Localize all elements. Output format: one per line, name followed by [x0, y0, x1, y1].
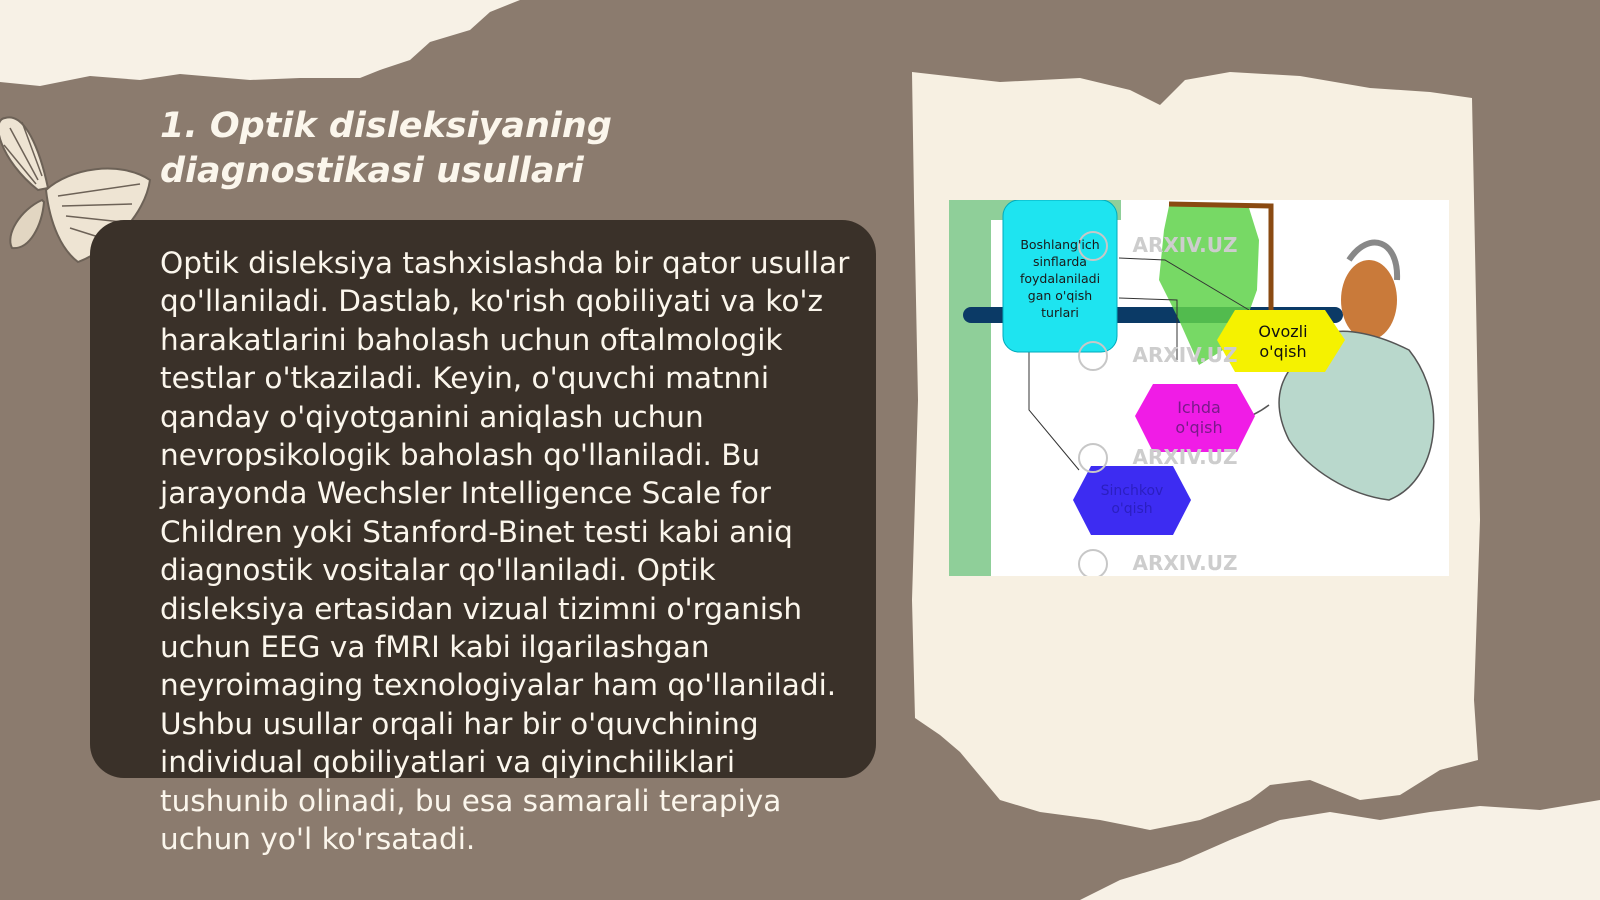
watermark: ARXIV.UZ — [1132, 233, 1238, 257]
reading-types-diagram — [949, 200, 1449, 576]
hex-sinchkov-label: Sinchkov o'qish — [1100, 483, 1164, 517]
box-reading-types-label: Boshlang'ich sinflarda foydalaniladi gan o'qish turlari — [1019, 237, 1101, 320]
torn-paper-top-left — [0, 0, 520, 86]
body-paragraph: Optik disleksiya tashxislashda bir qator usullar qo'llaniladi. Dastlab, ko'rish qobiliyati va ko'z harakatlarini baholash uchun oftalmologik testlar o'tkaziladi. Keyin, o'quvchi matnni qanday o'qiyotganini aniqlash uchun nevropsikologik baholash qo'llaniladi. Bu jarayonda Wechsler Intelligence Scale for Children yoki Stanford-Binet testi kabi aniq diagnostik vositalar qo'llaniladi. Optik disleksiya ertasidan vizual tizimni o'rganish uchun EEG va fMRI kabi ilgarilashgan neyroimaging texnologiyalar ham qo'llaniladi. Ushbu usullar orqali har bir o'quvchining individual qobiliyatlari va qiyinchiliklari tushunib olinadi, bu esa samarali terapiya uchun yo'l ko'rsatadi. — [160, 246, 850, 857]
hex-ichda-label: Ichda o'qish — [1175, 398, 1223, 437]
watermark: ARXIV.UZ — [1132, 445, 1238, 469]
slide-title: 1. Optik disleksiyaning diagnostikasi usullari — [160, 106, 612, 191]
watermark: ARXIV.UZ — [1132, 551, 1238, 575]
watermark: ARXIV.UZ — [1132, 343, 1238, 367]
hex-ovozli-label: Ovozli o'qish — [1258, 322, 1308, 361]
